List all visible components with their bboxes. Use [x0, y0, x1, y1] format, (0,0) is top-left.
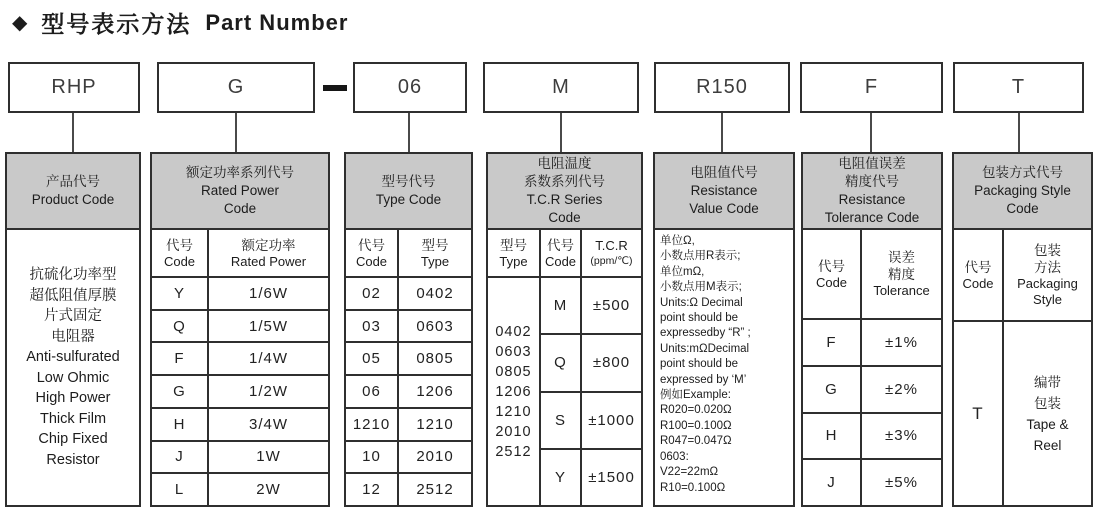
column-product: [5, 152, 141, 507]
cell-code: F: [174, 350, 185, 368]
diamond-icon: ◆: [12, 12, 28, 34]
table-cell: [346, 440, 397, 473]
col-header-en: Rated Power: [230, 253, 307, 269]
col-header-en: Packaging: [1017, 276, 1078, 291]
column-tcr: [486, 152, 643, 507]
cell-code: H: [825, 427, 838, 445]
table-cell: [539, 276, 580, 333]
text-line: R10=0.100Ω: [660, 481, 726, 494]
cell-value: 3/4W: [248, 415, 288, 433]
text-line: 1206: [495, 383, 532, 400]
cell-value: 1/5W: [248, 317, 288, 335]
table-cell: [152, 440, 207, 473]
table-cell: [207, 472, 328, 505]
text-line: R020=0.020Ω: [660, 404, 732, 417]
part-box-type: 06: [353, 62, 467, 113]
table-col-header: [207, 230, 328, 276]
column-packaging: [952, 152, 1093, 507]
col-header-en: Code: [815, 274, 848, 290]
cell-value: 1/2W: [248, 382, 288, 400]
table-cell: [954, 320, 1002, 505]
header-line: Code: [1006, 201, 1039, 216]
column-header-tcr: [486, 152, 643, 230]
table-cell: [346, 341, 397, 374]
col-header-zh: 方法: [1034, 260, 1061, 275]
table-cell: [397, 309, 471, 342]
part-box-tcr: M: [483, 62, 639, 113]
text-line: Low Ohmic: [36, 369, 110, 386]
text-line: Thick Film: [39, 410, 107, 427]
table-col-header: [539, 230, 580, 276]
table-cell: [346, 276, 397, 309]
cell-value: ±5%: [885, 474, 918, 492]
rated-power-table: [150, 230, 330, 507]
text-line: Resistor: [46, 451, 100, 468]
text-line: 例如Example:: [660, 389, 731, 402]
text-line: 包装: [1034, 395, 1061, 411]
cell-value: 1/4W: [248, 350, 288, 368]
table-col-header: [860, 230, 941, 318]
connector-line: [1018, 113, 1020, 153]
col-header-zh: 误差: [888, 250, 915, 265]
cell-code: J: [175, 448, 184, 466]
column-header-type: [344, 152, 473, 230]
connector-line: [560, 113, 562, 153]
table-cell: [152, 341, 207, 374]
cell-value: 1206: [416, 382, 454, 400]
cell-value: ±2%: [885, 380, 918, 398]
col-header-zh: 包装: [1034, 243, 1061, 258]
table-cell: [152, 309, 207, 342]
table-cell: [207, 341, 328, 374]
header-line: 系数系列代号: [524, 174, 605, 189]
cell-code: 06: [362, 382, 381, 400]
header-line: Resistance: [838, 192, 906, 207]
tolerance-table: [801, 230, 943, 507]
col-header-en: Code: [163, 253, 196, 269]
col-header-zh: 代号: [818, 258, 845, 274]
text-line: 单位mΩ,: [660, 265, 705, 278]
header-line: Value Code: [689, 201, 759, 216]
cell-code: Q: [173, 317, 186, 335]
header-line: Type Code: [375, 192, 442, 207]
cell-value: 1210: [416, 415, 454, 433]
cell-value: ±1000: [588, 411, 635, 429]
page-title: [12, 6, 348, 39]
header-line: 产品代号: [46, 174, 100, 189]
table-cell: [152, 407, 207, 440]
table-cell: [539, 391, 580, 448]
table-cell: [207, 309, 328, 342]
header-line: Code: [223, 201, 257, 216]
table-cell: [539, 448, 580, 505]
cell-value: ±800: [592, 354, 631, 372]
table-cell: [1002, 320, 1091, 505]
cell-code: 05: [362, 350, 381, 368]
table-cell: [397, 374, 471, 407]
text-line: expressed by ‘M’: [660, 373, 747, 386]
text-line: 片式固定: [44, 308, 102, 324]
product-description: [7, 230, 139, 505]
cell-value: 0805: [416, 350, 454, 368]
column-tolerance: [801, 152, 943, 507]
column-rated-power: [150, 152, 330, 507]
header-line: 精度代号: [845, 174, 899, 189]
cell-code: F: [826, 333, 837, 351]
header-line: 电阻值误差: [838, 156, 906, 171]
cell-code: L: [174, 481, 185, 499]
text-line: 2512: [495, 443, 532, 460]
col-header-zh: 型号: [421, 237, 449, 253]
column-header-product: [5, 152, 141, 230]
cell-code: Q: [554, 354, 567, 372]
col-header-zh: 代号: [964, 259, 992, 275]
col-header-en: Code: [355, 253, 388, 269]
text-line: 2010: [495, 423, 532, 440]
col-header-unit: (ppm/℃): [590, 255, 633, 267]
text-line: 单位Ω,: [660, 235, 695, 247]
cell-code: M: [553, 297, 568, 315]
cell-code: 10: [362, 448, 381, 466]
table-cell: [860, 318, 941, 365]
col-header-zh: 代号: [166, 237, 193, 253]
text-line: 0402: [495, 323, 532, 340]
text-line: Units:Ω Decimal: [660, 296, 743, 309]
text-line: 抗硫化功率型: [29, 267, 117, 283]
text-line: Reel: [1033, 437, 1062, 453]
table-cell: [346, 472, 397, 505]
cell-code: T: [972, 403, 984, 423]
col-header-en: Code: [544, 253, 577, 269]
resistance-value-notes-box: [653, 230, 795, 507]
table-cell: [397, 472, 471, 505]
table-cell: [580, 448, 641, 505]
text-line: 0603:: [660, 450, 689, 463]
header-line: Rated Power: [200, 183, 280, 198]
cell-code: S: [554, 411, 566, 429]
table-col-header: [954, 230, 1002, 320]
table-cell: [580, 391, 641, 448]
text-line: 0805: [495, 363, 532, 380]
cell-value: 2W: [256, 481, 281, 499]
col-header-zh: 型号: [500, 237, 527, 253]
header-line: Packaging Style: [974, 183, 1071, 198]
header-line: Resistance: [690, 183, 758, 198]
text-line: R100=0.100Ω: [660, 419, 732, 432]
header-line: 型号代号: [381, 174, 436, 189]
connector-line: [408, 113, 410, 153]
text-line: point should be: [660, 312, 739, 325]
cell-value: ±1500: [588, 468, 635, 486]
text-line: Chip Fixed: [38, 431, 108, 447]
table-col-header: [346, 230, 397, 276]
table-cell: [346, 407, 397, 440]
header-line: 电阻温度: [537, 156, 592, 171]
table-cell: [860, 412, 941, 459]
text-line: V22=22mΩ: [660, 466, 719, 479]
table-cell: [207, 276, 328, 309]
tcr-type-list: [488, 276, 539, 505]
cell-code: J: [827, 474, 836, 492]
connector-line: [235, 113, 237, 153]
cell-code: G: [173, 382, 186, 400]
text-line: 小数点用M表示;: [660, 281, 742, 294]
text-line: 小数点用R表示;: [660, 250, 741, 263]
cell-value: 2512: [416, 481, 454, 499]
type-table: [344, 230, 473, 507]
col-header-en: Code: [962, 275, 994, 291]
header-line: 额定功率系列代号: [186, 165, 294, 180]
table-cell: [580, 276, 641, 333]
table-cell: [152, 374, 207, 407]
tcr-table: [486, 230, 643, 507]
header-line: Tolerance Code: [824, 210, 920, 225]
cell-code: Y: [554, 468, 566, 486]
cell-code: 02: [362, 284, 381, 302]
table-cell: [803, 365, 860, 412]
column-header-packaging: [952, 152, 1093, 230]
column-header-tolerance: [801, 152, 943, 230]
col-header-en: Type: [499, 253, 528, 269]
cell-code: 1210: [352, 415, 391, 433]
table-cell: [539, 333, 580, 390]
col-header-en: Style: [1033, 292, 1062, 307]
cell-code: 12: [362, 481, 381, 499]
table-cell: [152, 276, 207, 309]
cell-value: ±1%: [885, 333, 918, 351]
col-header-zh: 精度: [888, 267, 915, 282]
connector-line: [72, 113, 74, 153]
text-line: 超低阻值厚膜: [29, 287, 117, 304]
cell-code: Y: [173, 284, 185, 302]
table-cell: [803, 458, 860, 505]
table-col-header: [580, 230, 641, 276]
text-line: Tape &: [1026, 416, 1069, 432]
column-header-resistance-value: [653, 152, 795, 230]
part-box-tolerance: F: [800, 62, 943, 113]
cell-value: 0402: [416, 284, 454, 302]
column-header-rated-power: [150, 152, 330, 230]
table-cell: [346, 374, 397, 407]
table-cell: [397, 440, 471, 473]
table-col-header: [397, 230, 471, 276]
part-box-packaging: T: [953, 62, 1084, 113]
table-cell: [803, 318, 860, 365]
part-box-resistance: R150: [654, 62, 790, 113]
header-line: Code: [548, 210, 581, 225]
cell-code: H: [173, 415, 186, 433]
text-line: 电阻器: [51, 328, 95, 345]
col-header-en: T.C.R: [595, 238, 628, 253]
column-type: [344, 152, 473, 507]
table-cell: [580, 333, 641, 390]
table-col-header: [152, 230, 207, 276]
table-cell: [346, 309, 397, 342]
text-line: 编带: [1034, 374, 1061, 390]
cell-code: G: [825, 380, 838, 398]
table-cell: [860, 365, 941, 412]
connector-line: [721, 113, 723, 153]
text-line: 0603: [495, 343, 532, 360]
table-cell: [152, 472, 207, 505]
header-line: 包装方式代号: [982, 165, 1063, 180]
packaging-table: [952, 230, 1093, 507]
cell-value: 2010: [416, 448, 454, 466]
part-box-power: G: [157, 62, 315, 113]
col-header-zh: 代号: [358, 237, 385, 253]
table-col-header: [803, 230, 860, 318]
col-header-zh: 代号: [547, 237, 574, 253]
resistance-value-notes: [655, 230, 793, 505]
table-cell: [207, 440, 328, 473]
text-line: Units:mΩDecimal: [660, 342, 750, 355]
cell-value: ±500: [592, 297, 631, 315]
col-header-en: Tolerance: [873, 283, 930, 298]
cell-code: 03: [362, 317, 381, 335]
cell-value: 0603: [416, 317, 454, 335]
table-cell: [397, 276, 471, 309]
text-line: R047=0.047Ω: [660, 435, 732, 448]
header-line: 电阻值代号: [690, 165, 758, 180]
table-cell: [397, 341, 471, 374]
cell-value: 1W: [256, 448, 281, 466]
page-title-zh: 型号表示方法: [41, 11, 192, 37]
table-col-header: [1002, 230, 1091, 320]
col-header-zh: 额定功率: [241, 237, 296, 253]
text-line: expressedby “R” ;: [660, 327, 751, 340]
text-line: High Power: [35, 390, 111, 406]
table-cell: [397, 407, 471, 440]
cell-value: 1/6W: [248, 284, 288, 302]
product-description-box: [5, 230, 141, 507]
col-header-en: Type: [420, 253, 450, 269]
header-line: T.C.R Series: [526, 192, 603, 207]
page-title-en: Part Number: [205, 9, 349, 35]
text-line: 1210: [495, 403, 532, 420]
cell-value: ±3%: [885, 427, 918, 445]
table-cell: [860, 458, 941, 505]
table-cell: [803, 412, 860, 459]
table-col-header: [488, 230, 539, 276]
table-cell: [207, 407, 328, 440]
part-box-product: RHP: [8, 62, 140, 113]
connector-line: [870, 113, 872, 153]
dash-separator: [323, 85, 347, 91]
text-line: point should be: [660, 358, 739, 371]
column-resistance-value: [653, 152, 795, 507]
header-line: Product Code: [31, 192, 115, 207]
text-line: Anti-sulfurated: [26, 349, 120, 365]
table-cell: [207, 374, 328, 407]
